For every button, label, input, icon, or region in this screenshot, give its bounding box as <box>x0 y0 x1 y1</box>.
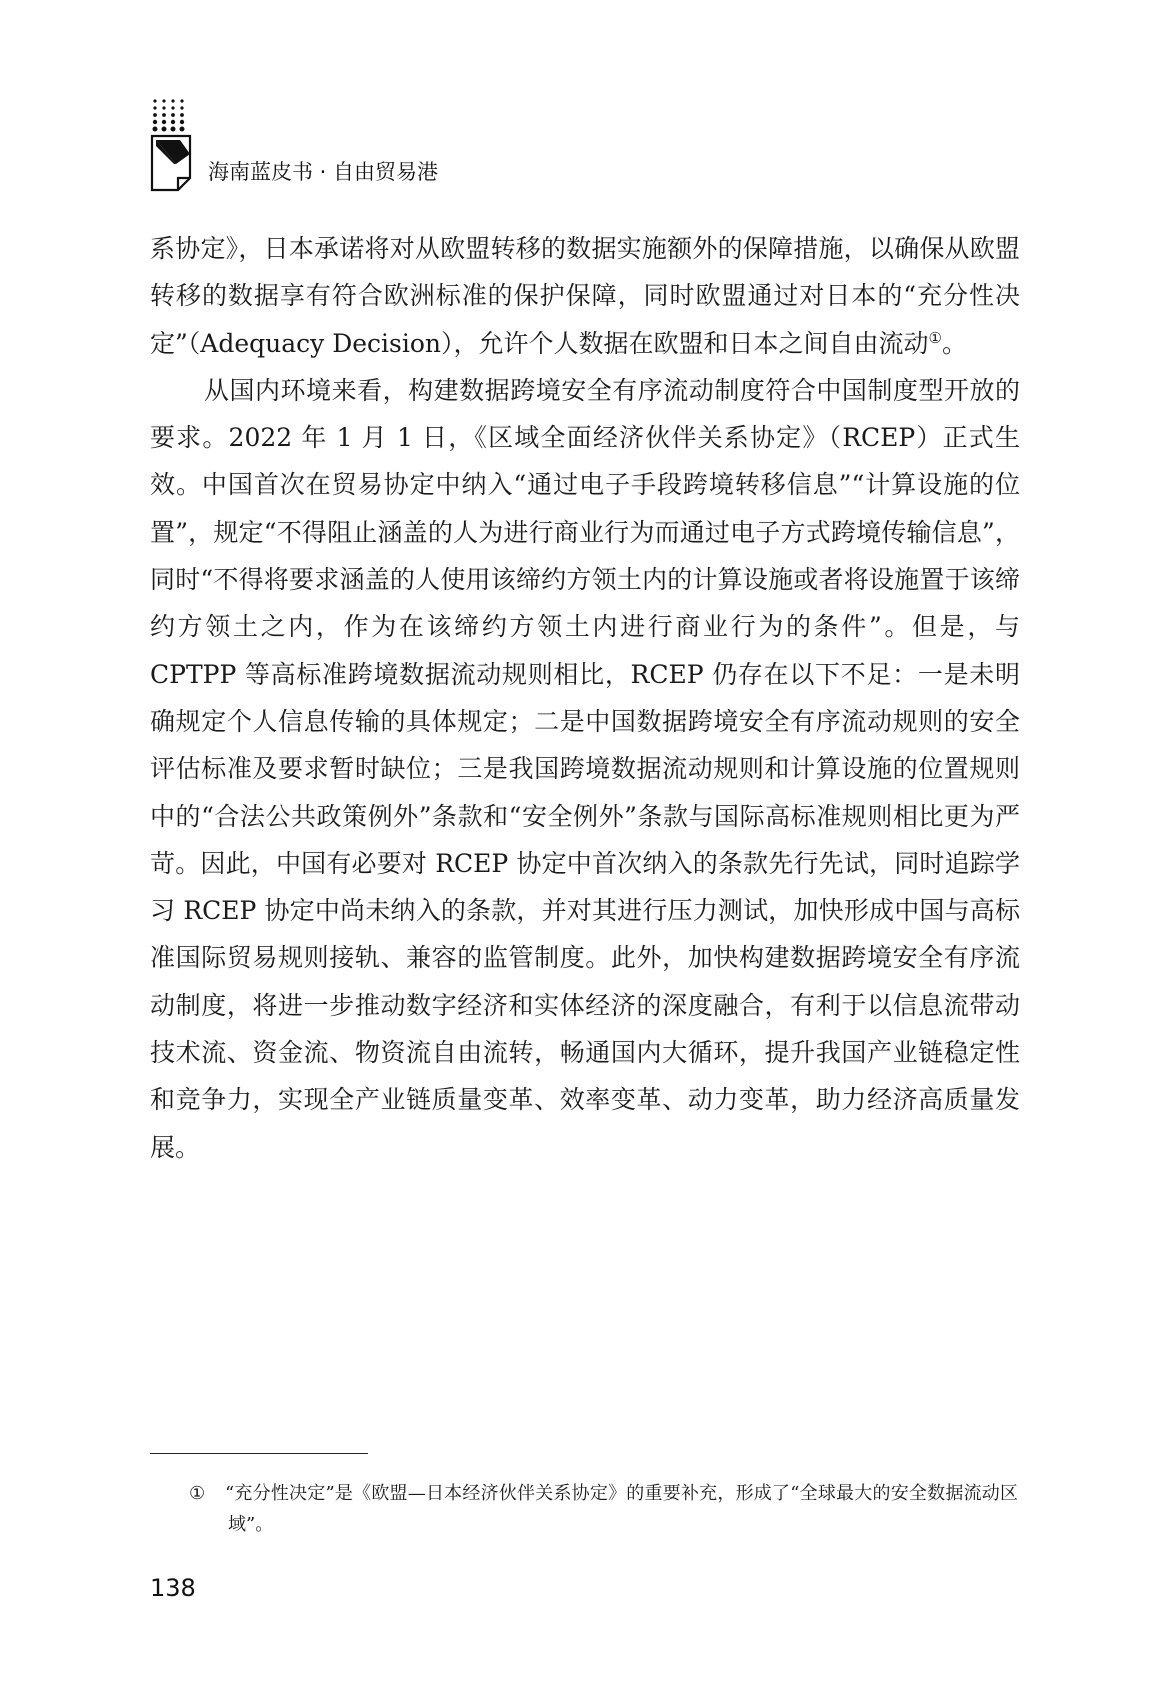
footnote-text: “充分性决定”是《欧盟—日本经济伙伴关系协定》的重要补充，形成了“全球最大的安全数据流动区域”。 <box>225 1483 1018 1535</box>
footnote <box>189 1478 1018 1540</box>
book-icon <box>150 134 196 192</box>
footnote-reference[interactable]: ① <box>928 328 942 347</box>
main-text <box>150 225 1020 1171</box>
paragraph-1-end: 。 <box>941 328 967 358</box>
series-title: 海南蓝皮书 · 自由贸易港 <box>208 160 439 184</box>
page-number: 138 <box>150 1574 196 1602</box>
paragraph-2: 从国内环境来看，构建数据跨境安全有序流动制度符合中国制度型开放的要求。2022 年 1 月 1 日，《区域全面经济伙伴关系协定》（RCEP）正式生效。中国首次在贸易协定中纳入“通过电子手段跨境转移信息”“计算设施的位置”，规定“不得阻止涵盖的人为进行商业行为而通过电子方式跨境传输信息”，同时“不得将要求涵盖的人使用该缔约方领土内的计算设施或者将设施置于该缔约方领土之内，作为在该缔约方领土内进行商业行为的条件”。但是，与 CPTPP 等高标准跨境数据流动规则相比，RCEP 仍存在以下不足：一是未明确规定个人信息传输的具体规定；二是中国数据跨境安全有序流动规则的安全评估标准及要求暂时缺位；三是我国跨境数据流动规则和计算设施的位置规则中的“合法公共政策例外”条款和“安全例外”条款与国际高标准规则相比更为严苛。因此，中国有必要对 RCEP 协定中首次纳入的条款先行先试，同时追踪学习 RCEP 协定中尚未纳入的条款，并对其进行压力测试，加快形成中国与高标准国际贸易规则接轨、兼容的监管制度。此外，加快构建数据跨境安全有序流动制度，将进一步推动数字经济和实体经济的深度融合，有利于以信息流带动技术流、资金流、物资流自由流转，畅通国内大循环，提升我国产业链稳定性和竞争力，实现全产业链质量变革、效率变革、动力变革，助力经济高质量发展。 <box>150 375 1020 1162</box>
paragraph-1 <box>150 225 1020 367</box>
running-header <box>150 98 530 198</box>
footnote-divider <box>150 1453 368 1454</box>
footnote-mark: ① <box>189 1483 206 1504</box>
dot-grid-icon <box>152 98 192 132</box>
paragraph-1-text: 系协定》，日本承诺将对从欧盟转移的数据实施额外的保障措施，以确保从欧盟转移的数据享有符合欧洲标准的保护保障，同时欧盟通过对日本的“充分性决定”（Adequacy Decision），允许个人数据在欧盟和日本之间自由流动 <box>150 234 1020 358</box>
